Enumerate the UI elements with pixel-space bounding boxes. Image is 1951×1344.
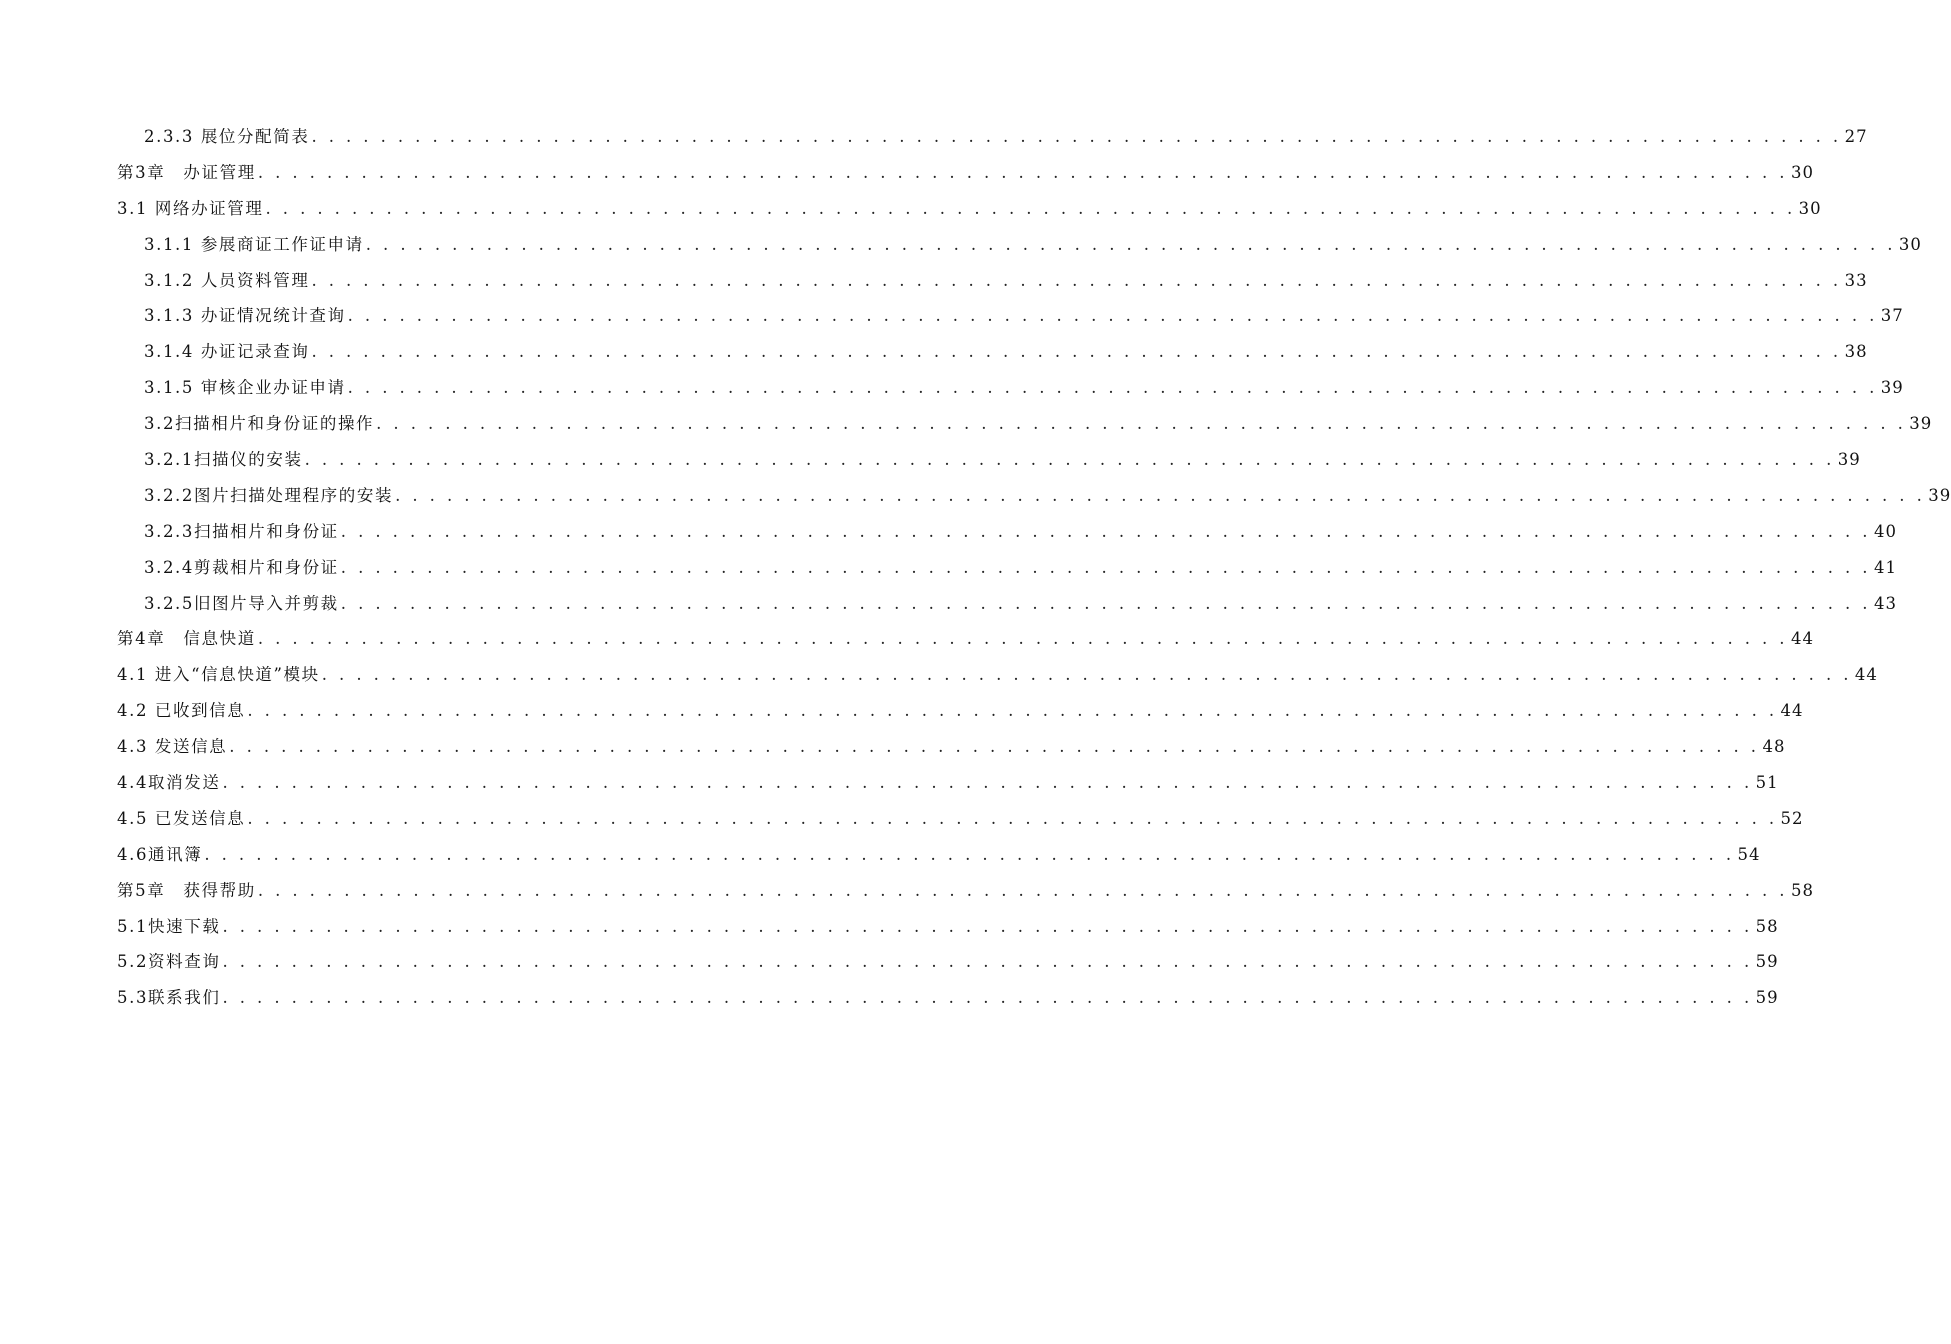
- toc-entry[interactable]: [0, 191, 1822, 227]
- toc-entry[interactable]: [0, 837, 1761, 873]
- toc-row: [144, 449, 1861, 471]
- toc-entry[interactable]: [0, 657, 1878, 693]
- toc-page-number: 39: [1909, 414, 1933, 434]
- toc-entry-label: 5.3联系我们: [117, 988, 221, 1008]
- toc-entry[interactable]: [0, 944, 1779, 980]
- toc-page-number: 41: [1873, 557, 1897, 577]
- toc-entry[interactable]: [0, 442, 1861, 478]
- toc-row: [117, 664, 1878, 686]
- toc-row: [117, 808, 1804, 830]
- toc-dot-leader: . . . . . . . . . . . . . . . . . . . . . . . . . . . . . . . . . . . . . . . . . . . . . . . . . . . . . . . . . . . . . . . . . . . . . . . . . . . . . . . . . . . . . . . . .: [340, 521, 1871, 541]
- toc-row: [144, 305, 1904, 327]
- toc-row: [117, 844, 1761, 866]
- toc-dot-leader: . . . . . . . . . . . . . . . . . . . . . . . . . . . . . . . . . . . . . . . . . . . . . . . . . . . . . . . . . . . . . . . . . . . . . . . . . . . . . . . . . . . . . . . . .: [222, 988, 1753, 1008]
- toc-page-number: 59: [1755, 952, 1779, 972]
- toc-dot-leader: . . . . . . . . . . . . . . . . . . . . . . . . . . . . . . . . . . . . . . . . . . . . . . . . . . . . . . . . . . . . . . . . . . . . . . . . . . . . . . . . . . . . . . . . .: [395, 485, 1926, 505]
- toc-entry[interactable]: [0, 765, 1779, 801]
- toc-entry-label: 第5章 获得帮助: [117, 880, 256, 900]
- toc-page-number: 58: [1755, 916, 1779, 936]
- toc-dot-leader: . . . . . . . . . . . . . . . . . . . . . . . . . . . . . . . . . . . . . . . . . . . . . . . . . . . . . . . . . . . . . . . . . . . . . . . . . . . . . . . . . . . . . . . . .: [311, 127, 1842, 146]
- toc-entry-label: 3.2.4剪裁相片和身份证: [144, 557, 339, 577]
- toc-entry[interactable]: [0, 980, 1779, 1016]
- toc-entry-label: 3.1 网络办证管理: [117, 198, 264, 218]
- toc-entry-label: 5.2资料查询: [117, 952, 221, 972]
- toc-entry-label: 2.3.3 展位分配简表: [144, 127, 310, 146]
- toc-entry-label: 3.2.5旧图片导入并剪裁: [144, 593, 339, 613]
- toc-entry-label: 4.3 发送信息: [117, 737, 228, 757]
- toc-page-number: 48: [1762, 737, 1786, 757]
- toc-entry-label: 4.2 已收到信息: [117, 701, 246, 721]
- toc-dot-leader: . . . . . . . . . . . . . . . . . . . . . . . . . . . . . . . . . . . . . . . . . . . . . . . . . . . . . . . . . . . . . . . . . . . . . . . . . . . . . . . . . . . . . . . . .: [265, 198, 1796, 218]
- toc-entry[interactable]: [0, 801, 1804, 837]
- toc-entry[interactable]: [0, 514, 1897, 550]
- toc-row: [144, 377, 1904, 399]
- toc-dot-leader: . . . . . . . . . . . . . . . . . . . . . . . . . . . . . . . . . . . . . . . . . . . . . . . . . . . . . . . . . . . . . . . . . . . . . . . . . . . . . . . . . . . . . . . . .: [222, 773, 1753, 793]
- toc-dot-leader: . . . . . . . . . . . . . . . . . . . . . . . . . . . . . . . . . . . . . . . . . . . . . . . . . . . . . . . . . . . . . . . . . . . . . . . . . . . . . . . . . . . . . . . . .: [347, 378, 1878, 398]
- toc-row: [144, 413, 1933, 435]
- toc-entry-label: 3.1.4 办证记录查询: [144, 342, 310, 362]
- toc-entry[interactable]: [0, 370, 1904, 406]
- toc-dot-leader: . . . . . . . . . . . . . . . . . . . . . . . . . . . . . . . . . . . . . . . . . . . . . . . . . . . . . . . . . . . . . . . . . . . . . . . . . . . . . . . . . . . . . . . . .: [365, 234, 1896, 254]
- toc-entry-label: 3.1.5 审核企业办证申请: [144, 378, 346, 398]
- table-of-contents: [0, 119, 1951, 1016]
- toc-page-number: 33: [1844, 270, 1868, 290]
- toc-dot-leader: . . . . . . . . . . . . . . . . . . . . . . . . . . . . . . . . . . . . . . . . . . . . . . . . . . . . . . . . . . . . . . . . . . . . . . . . . . . . . . . . . . . . . . . . .: [204, 844, 1735, 864]
- toc-entry-label: 3.2扫描相片和身份证的操作: [144, 414, 375, 434]
- toc-entry[interactable]: [0, 478, 1951, 514]
- toc-entry[interactable]: [0, 550, 1897, 586]
- toc-row: [117, 628, 1814, 650]
- toc-entry[interactable]: [0, 873, 1814, 909]
- toc-page-number: 39: [1928, 485, 1951, 505]
- toc-entry-label: 4.6通讯簿: [117, 844, 203, 864]
- toc-row: [117, 162, 1814, 184]
- toc-row: [144, 234, 1922, 256]
- toc-row: [117, 700, 1804, 722]
- toc-entry[interactable]: [0, 155, 1814, 191]
- toc-page-number: 44: [1790, 629, 1814, 649]
- toc-row: [144, 593, 1897, 615]
- toc-dot-leader: . . . . . . . . . . . . . . . . . . . . . . . . . . . . . . . . . . . . . . . . . . . . . . . . . . . . . . . . . . . . . . . . . . . . . . . . . . . . . . . . . . . . . . . . .: [257, 162, 1788, 182]
- toc-row: [117, 880, 1814, 902]
- toc-dot-leader: . . . . . . . . . . . . . . . . . . . . . . . . . . . . . . . . . . . . . . . . . . . . . . . . . . . . . . . . . . . . . . . . . . . . . . . . . . . . . . . . . . . . . . . . .: [222, 952, 1753, 972]
- toc-entry[interactable]: [0, 298, 1904, 334]
- toc-row: [144, 126, 1868, 148]
- toc-page-number: 43: [1873, 593, 1897, 613]
- toc-entry-label: 3.2.2图片扫描处理程序的安装: [144, 485, 394, 505]
- toc-entry-label: 3.2.3扫描相片和身份证: [144, 521, 339, 541]
- toc-dot-leader: . . . . . . . . . . . . . . . . . . . . . . . . . . . . . . . . . . . . . . . . . . . . . . . . . . . . . . . . . . . . . . . . . . . . . . . . . . . . . . . . . . . . . . . . .: [311, 270, 1842, 290]
- toc-page-number: 59: [1755, 988, 1779, 1008]
- toc-entry-label: 4.4取消发送: [117, 773, 221, 793]
- toc-row: [117, 987, 1779, 1009]
- toc-entry[interactable]: [0, 119, 1868, 155]
- toc-dot-leader: . . . . . . . . . . . . . . . . . . . . . . . . . . . . . . . . . . . . . . . . . . . . . . . . . . . . . . . . . . . . . . . . . . . . . . . . . . . . . . . . . . . . . . . . .: [347, 306, 1878, 326]
- toc-page-number: 30: [1898, 234, 1922, 254]
- toc-entry-label: 3.2.1扫描仪的安装: [144, 450, 303, 470]
- toc-entry-label: 第4章 信息快道: [117, 629, 256, 649]
- toc-page-number: 37: [1880, 306, 1904, 326]
- toc-entry-label: 4.1 进入“信息快道”模块: [117, 665, 320, 685]
- toc-entry-label: 3.1.3 办证情况统计查询: [144, 306, 346, 326]
- toc-page-number: 54: [1737, 844, 1761, 864]
- toc-entry[interactable]: [0, 693, 1804, 729]
- toc-dot-leader: . . . . . . . . . . . . . . . . . . . . . . . . . . . . . . . . . . . . . . . . . . . . . . . . . . . . . . . . . . . . . . . . . . . . . . . . . . . . . . . . . . . . . . . . .: [247, 701, 1778, 721]
- toc-dot-leader: . . . . . . . . . . . . . . . . . . . . . . . . . . . . . . . . . . . . . . . . . . . . . . . . . . . . . . . . . . . . . . . . . . . . . . . . . . . . . . . . . . . . . . . . .: [376, 414, 1907, 434]
- toc-row: [144, 485, 1951, 507]
- toc-entry[interactable]: [0, 227, 1922, 263]
- toc-entry[interactable]: [0, 263, 1868, 299]
- toc-page-number: 58: [1790, 880, 1814, 900]
- toc-page-number: 51: [1755, 773, 1779, 793]
- toc-page-number: 38: [1844, 342, 1868, 362]
- toc-entry-label: 3.1.1 参展商证工作证申请: [144, 234, 364, 254]
- toc-page-number: 52: [1780, 808, 1804, 828]
- toc-entry[interactable]: [0, 406, 1933, 442]
- toc-row: [144, 270, 1868, 292]
- toc-page-number: 44: [1780, 701, 1804, 721]
- toc-dot-leader: . . . . . . . . . . . . . . . . . . . . . . . . . . . . . . . . . . . . . . . . . . . . . . . . . . . . . . . . . . . . . . . . . . . . . . . . . . . . . . . . . . . . . . . . .: [257, 629, 1788, 649]
- toc-row: [144, 341, 1868, 363]
- toc-dot-leader: . . . . . . . . . . . . . . . . . . . . . . . . . . . . . . . . . . . . . . . . . . . . . . . . . . . . . . . . . . . . . . . . . . . . . . . . . . . . . . . . . . . . . . . . .: [304, 450, 1835, 470]
- toc-entry[interactable]: [0, 729, 1786, 765]
- toc-page-number: 30: [1790, 162, 1814, 182]
- toc-page-number: 40: [1873, 521, 1897, 541]
- toc-row: [117, 198, 1822, 220]
- toc-row: [117, 736, 1786, 758]
- toc-dot-leader: . . . . . . . . . . . . . . . . . . . . . . . . . . . . . . . . . . . . . . . . . . . . . . . . . . . . . . . . . . . . . . . . . . . . . . . . . . . . . . . . . . . . . . . . .: [247, 808, 1778, 828]
- toc-entry-label: 第3章 办证管理: [117, 162, 256, 182]
- toc-row: [117, 772, 1779, 794]
- toc-dot-leader: . . . . . . . . . . . . . . . . . . . . . . . . . . . . . . . . . . . . . . . . . . . . . . . . . . . . . . . . . . . . . . . . . . . . . . . . . . . . . . . . . . . . . . . . .: [340, 593, 1871, 613]
- toc-page-number: 30: [1798, 198, 1822, 218]
- toc-row: [117, 951, 1779, 973]
- toc-page-number: 27: [1844, 127, 1868, 146]
- toc-dot-leader: . . . . . . . . . . . . . . . . . . . . . . . . . . . . . . . . . . . . . . . . . . . . . . . . . . . . . . . . . . . . . . . . . . . . . . . . . . . . . . . . . . . . . . . . .: [321, 665, 1852, 685]
- toc-page-number: 44: [1854, 665, 1878, 685]
- toc-page-number: 39: [1880, 378, 1904, 398]
- toc-entry[interactable]: [0, 586, 1897, 622]
- toc-entry-label: 3.1.2 人员资料管理: [144, 270, 310, 290]
- toc-dot-leader: . . . . . . . . . . . . . . . . . . . . . . . . . . . . . . . . . . . . . . . . . . . . . . . . . . . . . . . . . . . . . . . . . . . . . . . . . . . . . . . . . . . . . . . . .: [311, 342, 1842, 362]
- toc-dot-leader: . . . . . . . . . . . . . . . . . . . . . . . . . . . . . . . . . . . . . . . . . . . . . . . . . . . . . . . . . . . . . . . . . . . . . . . . . . . . . . . . . . . . . . . . .: [257, 880, 1788, 900]
- toc-row: [144, 521, 1897, 543]
- toc-dot-leader: . . . . . . . . . . . . . . . . . . . . . . . . . . . . . . . . . . . . . . . . . . . . . . . . . . . . . . . . . . . . . . . . . . . . . . . . . . . . . . . . . . . . . . . . .: [229, 737, 1760, 757]
- toc-page-number: 39: [1837, 450, 1861, 470]
- toc-entry-label: 5.1快速下载: [117, 916, 221, 936]
- toc-entry[interactable]: [0, 334, 1868, 370]
- toc-entry[interactable]: [0, 909, 1779, 945]
- toc-dot-leader: . . . . . . . . . . . . . . . . . . . . . . . . . . . . . . . . . . . . . . . . . . . . . . . . . . . . . . . . . . . . . . . . . . . . . . . . . . . . . . . . . . . . . . . . .: [340, 557, 1871, 577]
- toc-row: [117, 916, 1779, 938]
- toc-row: [144, 557, 1897, 579]
- toc-dot-leader: . . . . . . . . . . . . . . . . . . . . . . . . . . . . . . . . . . . . . . . . . . . . . . . . . . . . . . . . . . . . . . . . . . . . . . . . . . . . . . . . . . . . . . . . .: [222, 916, 1753, 936]
- toc-entry[interactable]: [0, 621, 1814, 657]
- toc-entry-label: 4.5 已发送信息: [117, 808, 246, 828]
